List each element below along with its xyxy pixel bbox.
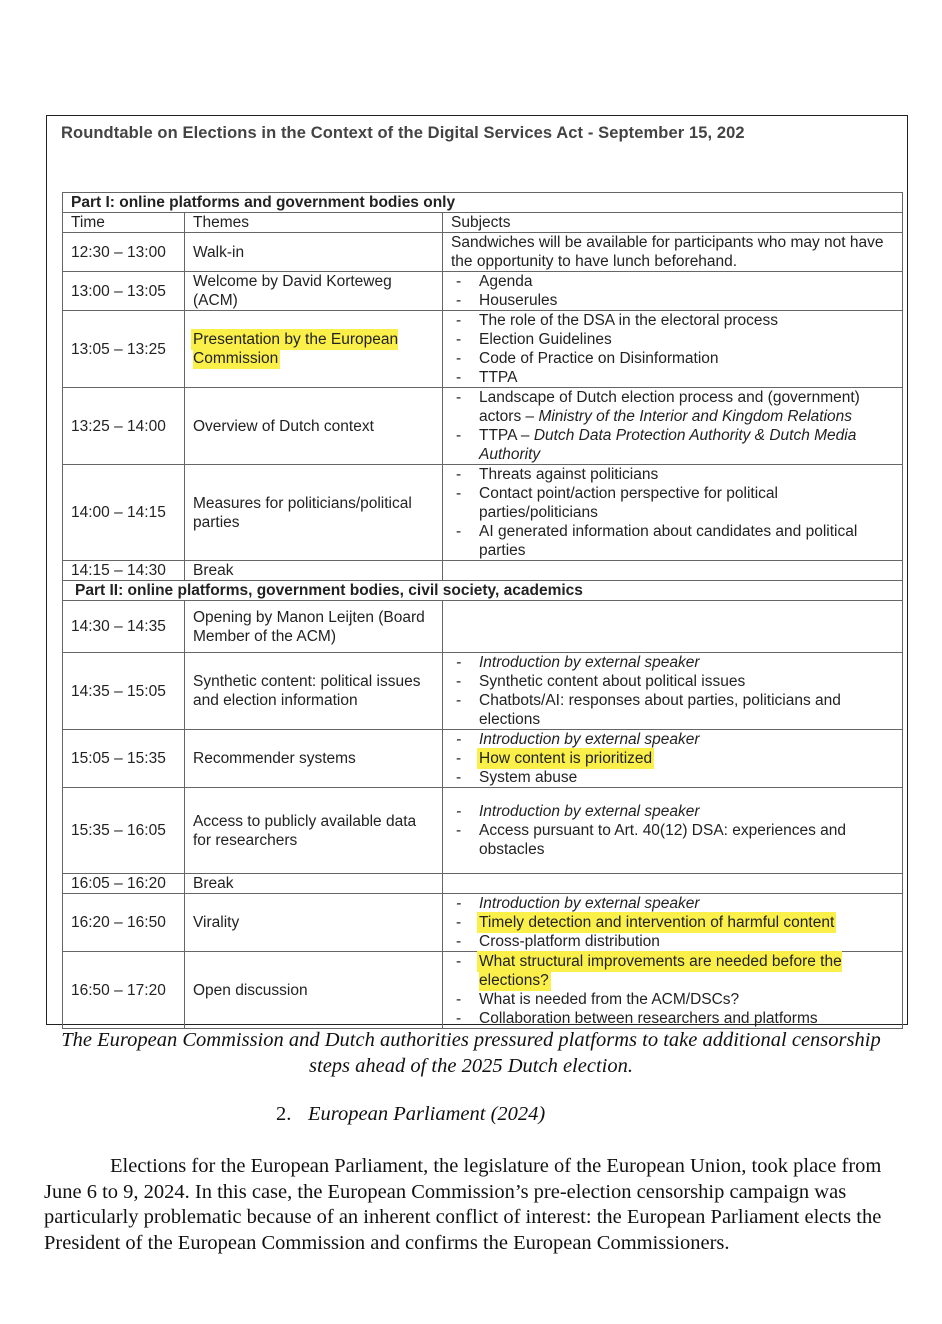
row-time: 15:05 – 15:35 <box>63 730 185 788</box>
figure-caption: The European Commission and Dutch authorities pressured platforms to take additional censorship steps ahead of the 2025 Dutch election. <box>61 1029 881 1077</box>
subject-item: - Introduction by external speaker <box>451 653 894 672</box>
highlighted-subject: What structural improvements are needed before the elections? <box>479 953 842 989</box>
subject-item <box>451 749 894 768</box>
row-subjects <box>443 272 903 311</box>
subject-item <box>451 913 894 932</box>
subject-item: - Introduction by external speaker <box>451 802 894 821</box>
highlighted-theme: Presentation by the European Commission <box>193 331 399 367</box>
row-time: 13:25 – 14:00 <box>63 388 185 465</box>
subject-item: - Houserules <box>451 291 894 310</box>
row-time: 13:05 – 13:25 <box>63 311 185 388</box>
part-1-heading-row <box>63 193 903 213</box>
row-subjects <box>443 730 903 788</box>
body-paragraph: Elections for the European Parliament, the legislature of the European Union, took place from June 6 to 9, 2024. In this case, the European Commission’s pre-election censorship campaign was particularly problematic because of an inherent conflict of interest: the European Parliament elects the President of the European Commission and confirms the European Commissioners. <box>44 1155 882 1254</box>
table-row <box>63 788 903 874</box>
agenda-document-image <box>46 115 908 1025</box>
subject-item: - Introduction by external speaker <box>451 894 894 913</box>
highlighted-subject: Timely detection and intervention of harmful content <box>479 914 835 931</box>
column-header-subjects: Subjects <box>443 213 903 233</box>
row-theme: Synthetic content: political issues and election information <box>185 653 443 730</box>
subject-item: - The role of the DSA in the electoral process <box>451 311 894 330</box>
table-row <box>63 730 903 788</box>
row-time: 16:20 – 16:50 <box>63 894 185 952</box>
subject-item: - System abuse <box>451 768 894 787</box>
row-theme: Virality <box>185 894 443 952</box>
subject-item: - TTPA <box>451 368 894 387</box>
table-row <box>63 388 903 465</box>
section-number: 2. <box>276 1103 292 1125</box>
row-theme: Welcome by David Korteweg (ACM) <box>185 272 443 311</box>
row-time: 14:15 – 14:30 <box>63 561 185 581</box>
row-theme: Open discussion <box>185 952 443 1029</box>
row-subjects <box>443 388 903 465</box>
subject-italic: Dutch Data Protection Authority & Dutch Media Authority <box>479 427 857 463</box>
subject-item: - Collaboration between researchers and platforms <box>451 1009 894 1028</box>
row-subjects <box>443 311 903 388</box>
row-theme: Access to publicly available data for researchers <box>185 788 443 874</box>
subject-item: - What is needed from the ACM/DSCs? <box>451 990 894 1009</box>
subject-item <box>451 952 894 990</box>
agenda-table <box>62 192 903 1029</box>
row-time: 12:30 – 13:00 <box>63 233 185 272</box>
row-theme: Recommender systems <box>185 730 443 788</box>
subject-item: - Agenda <box>451 272 894 291</box>
subject-item: - AI generated information about candidates and political parties <box>451 522 894 560</box>
row-theme: Overview of Dutch context <box>185 388 443 465</box>
subject-item: - Contact point/action perspective for political parties/politicians <box>451 484 894 522</box>
subject-item: - Chatbots/AI: responses about parties, politicians and elections <box>451 691 894 729</box>
table-row <box>63 952 903 1029</box>
row-time: 13:00 – 13:05 <box>63 272 185 311</box>
row-subjects <box>443 561 903 581</box>
table-row <box>63 653 903 730</box>
row-subject: Sandwiches will be available for participants who may not have the opportunity to have lunch beforehand. <box>443 233 903 272</box>
row-time: 14:00 – 14:15 <box>63 465 185 561</box>
row-theme: Break <box>185 874 443 894</box>
subject-item: - Cross-platform distribution <box>451 932 894 951</box>
subject-item <box>451 426 894 464</box>
subject-item: - Introduction by external speaker <box>451 730 894 749</box>
section-heading <box>276 1103 545 1126</box>
row-theme: Measures for politicians/political parties <box>185 465 443 561</box>
table-row <box>63 601 903 653</box>
subject-text: Landscape of Dutch election process and (government) actors – <box>479 389 860 425</box>
subject-text: TTPA – <box>479 427 534 444</box>
subject-item: - Election Guidelines <box>451 330 894 349</box>
row-subjects <box>443 874 903 894</box>
row-time: 15:35 – 16:05 <box>63 788 185 874</box>
subject-item: - Threats against politicians <box>451 465 894 484</box>
table-row <box>63 233 903 272</box>
subject-item: - Access pursuant to Art. 40(12) DSA: experiences and obstacles <box>451 821 894 859</box>
row-subjects <box>443 653 903 730</box>
subject-italic: Ministry of the Interior and Kingdom Relations <box>538 408 853 425</box>
subject-item: - Synthetic content about political issues <box>451 672 894 691</box>
row-theme: Break <box>185 561 443 581</box>
row-theme <box>185 311 443 388</box>
subject-item: - Code of Practice on Disinformation <box>451 349 894 368</box>
row-subjects <box>443 465 903 561</box>
row-theme: Walk-in <box>185 233 443 272</box>
highlighted-subject: How content is prioritized <box>479 750 653 767</box>
table-row <box>63 311 903 388</box>
column-header-themes: Themes <box>185 213 443 233</box>
part-2-heading-row <box>63 581 903 601</box>
subject-item <box>451 388 894 426</box>
row-time: 16:50 – 17:20 <box>63 952 185 1029</box>
row-theme: Opening by Manon Leijten (Board Member of the ACM) <box>185 601 443 653</box>
part-2-heading: Part II: online platforms, government bodies, civil society, academics <box>63 581 903 601</box>
row-subjects <box>443 894 903 952</box>
table-row <box>63 465 903 561</box>
table-row <box>63 894 903 952</box>
row-time: 14:30 – 14:35 <box>63 601 185 653</box>
table-row <box>63 272 903 311</box>
column-header-time: Time <box>63 213 185 233</box>
row-subjects <box>443 788 903 874</box>
document-title: Roundtable on Elections in the Context of the Digital Services Act - September 15, 202 <box>61 124 745 142</box>
part-1-heading: Part I: online platforms and government bodies only <box>63 193 903 213</box>
row-subjects <box>443 952 903 1029</box>
row-time: 16:05 – 16:20 <box>63 874 185 894</box>
column-header-row <box>63 213 903 233</box>
row-subjects <box>443 601 903 653</box>
row-time: 14:35 – 15:05 <box>63 653 185 730</box>
section-title: European Parliament (2024) <box>308 1103 546 1125</box>
table-row <box>63 874 903 894</box>
table-row <box>63 561 903 581</box>
